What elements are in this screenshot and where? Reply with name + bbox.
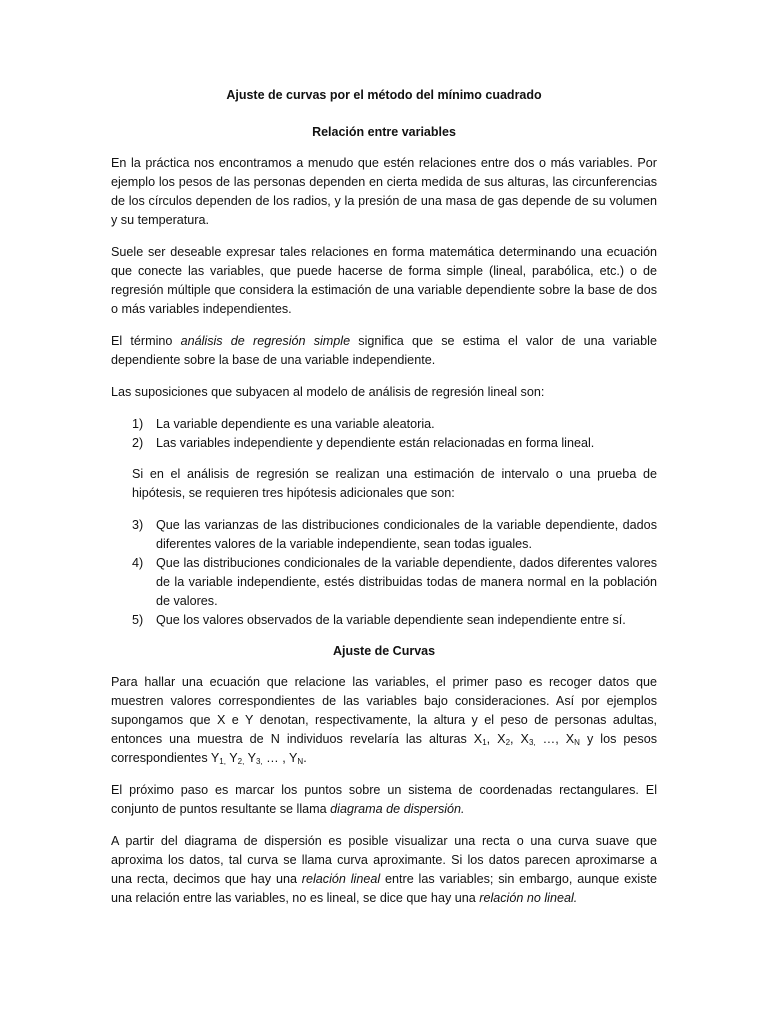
list-item-text: Que los valores observados de la variable dependiente sean independiente entre sí.	[156, 613, 626, 627]
list-item-text: La variable dependiente es una variable aleatoria.	[156, 417, 435, 431]
paragraph-1: En la práctica nos encontramos a menudo que estén relaciones entre dos o más variables. Por ejemplo los pesos de las personas dependen en cierta medida de sus alturas, las circunferencias de los círculos dependen de los radios, y la presión de una masa de gas depende de su volumen y su temperatura.	[111, 156, 657, 227]
list-item	[111, 434, 657, 453]
document-title: Ajuste de curvas por el método del mínimo cuadrado	[226, 88, 542, 102]
list-item	[111, 415, 657, 434]
list-item-number: 3)	[132, 518, 144, 532]
paragraph-7	[111, 781, 657, 819]
list-item-text: Las variables independiente y dependiente están relacionadas en forma lineal.	[156, 436, 595, 450]
paragraph-8-text: entre las variables; sin embargo, aunque existe una relación entre las variables, no es lineal, se dice que hay una	[111, 872, 657, 905]
subscript: 2	[505, 738, 511, 747]
paragraph-6-text: Para hallar una ecuación que relacione las variables, el primer paso es recoger datos que muestren valores correspondientes de las variables bajo consideraciones. Así por ejemplos supongamos que X e Y denotan, respectivamente, la altura y el peso de personas adultas, entonces una muestra de N individuos revelaría las alturas X	[111, 675, 657, 746]
list-item	[111, 554, 657, 611]
paragraph-6-text: Y	[225, 751, 238, 765]
paragraph-6-text: … , Y	[262, 751, 298, 765]
paragraph-6-text: , X	[486, 732, 506, 746]
paragraph-3-text-a: El término	[111, 334, 181, 348]
subscript: N	[574, 738, 580, 747]
list-item-number: 1)	[132, 417, 144, 431]
section-heading-ajuste: Ajuste de Curvas	[332, 644, 436, 658]
paragraph-6	[111, 673, 657, 768]
paragraph-6-text: Y	[244, 751, 256, 765]
paragraph-8-emphasis: relación no lineal.	[479, 891, 578, 905]
list-item-text: Que las distribuciones condicionales de la variable dependiente, dados diferentes valores de la variable independiente, estés distribuidas todas de manera normal en la población de valores.	[156, 556, 657, 608]
subscript: 1,	[219, 757, 226, 766]
paragraph-8-emphasis: relación lineal	[301, 872, 381, 886]
paragraph-8	[111, 832, 657, 908]
paragraph-6-text: …, X	[535, 732, 575, 746]
list-item-text: Que las varianzas de las distribuciones condicionales de la variable dependiente, dados diferentes valores de la variable independiente, sean todas iguales.	[156, 518, 657, 551]
paragraph-7-text: El próximo paso es marcar los puntos sobre un sistema de coordenadas rectangulares. El conjunto de puntos resultante se llama	[111, 783, 657, 816]
subscript: N	[297, 757, 304, 766]
assumptions-list	[111, 415, 657, 453]
subscript: 3,	[528, 738, 536, 747]
paragraph-4: Las suposiciones que subyacen al modelo de análisis de regresión lineal son:	[111, 385, 545, 399]
paragraph-8-text: A partir del diagrama de dispersión es posible visualizar una recta o una curva suave que aproxima los datos, tal curva se llama curva aproximante. Si los datos parecen aproximarse a una recta, decimos que hay una	[111, 834, 657, 886]
list-item-number: 2)	[132, 436, 144, 450]
paragraph-6-text: y los pesos correspondientes Y	[111, 732, 657, 765]
section-heading-relacion: Relación entre variables	[312, 125, 456, 139]
list-item	[111, 611, 657, 630]
paragraph-7-emphasis: diagrama de dispersión.	[330, 802, 465, 816]
paragraph-3-text-b: significa que se estima el valor de una variable dependiente sobre la base de una variable independiente.	[111, 334, 657, 367]
list-item	[111, 516, 657, 554]
paragraph-5: Si en el análisis de regresión se realizan una estimación de intervalo o una prueba de hipótesis, se requieren tres hipótesis adicionales que son:	[132, 467, 657, 500]
subscript: 3,	[255, 757, 263, 766]
paragraph-6-text: , X	[510, 732, 529, 746]
subscript: 2,	[237, 757, 245, 766]
paragraph-2: Suele ser deseable expresar tales relaciones en forma matemática determinando una ecuación que conecte las variables, que puede hacerse de forma simple (lineal, parabólica, etc.) o de regresión múltiple que considera la estimación de una variable dependiente sobre la base de dos o más variables independientes.	[111, 245, 657, 316]
list-item-number: 5)	[132, 613, 144, 627]
paragraph-3-emphasis: análisis de regresión simple	[180, 334, 351, 348]
list-item-number: 4)	[132, 556, 144, 570]
paragraph-6-text: .	[303, 751, 307, 765]
paragraph-3	[111, 332, 657, 370]
additional-hypotheses-list	[111, 516, 657, 630]
subscript: 1	[482, 738, 487, 747]
